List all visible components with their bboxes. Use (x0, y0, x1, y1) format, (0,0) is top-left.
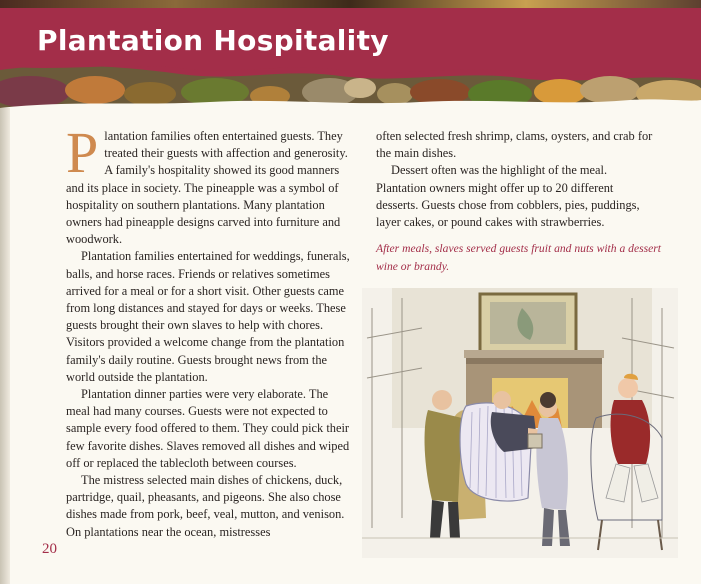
drop-cap: P (66, 120, 99, 185)
paragraph: The mistress selected main dishes of chickens, duck, partridge, quail, pheasants, and pigeons. She also chose dishes made from pork, beef, veal, mutton, and venison. On plantations near the ocean, mistresses (66, 473, 345, 539)
paragraph: Dessert often was the highlight of the meal. Plantation owners might offer up to 20 different desserts. Guests chose from cobblers, pies, puddings, layer cakes, or pound cakes with strawberries. (376, 163, 640, 230)
right-text-column (376, 128, 658, 231)
page-title: Plantation Hospitality (37, 24, 389, 57)
paragraph-intro (66, 120, 350, 248)
paragraph: Plantation families entertained for weddings, funerals, balls, and horse races. Friends or relatives sometimes arrived for a meal or for a short visit. Other guests came from long distances and stayed for days or weeks. These guests brought their own slaves to help with chores. Visitors provided a welcome change from the plantation family's daily routine. Guests brought news from the world outside the plantation. (66, 249, 350, 384)
page-number: 20 (42, 541, 57, 557)
left-text-column (66, 120, 350, 541)
produce-photo-strip (0, 62, 701, 108)
paragraph: often selected fresh shrimp, clams, oysters, and crab for the main dishes. (376, 129, 653, 161)
dinner-scene-illustration (362, 288, 678, 558)
paragraph: Plantation dinner parties were very elaborate. The meal had many courses. Guests were not expected to sample every food offered to them. They could pick their few favorite dishes. Slaves removed all dishes and wiped off or replaced the tablecloth between courses. (66, 387, 350, 470)
paragraph-text: lantation families often entertained guests. They treated their guests with affection and generosity. A family's hospitality showed its good manners and its place in society. The pineapple was a symbol of hospitality on southern plantations. Many plantation owners had pineapple designs carved into furniture and woodwork. (66, 129, 348, 247)
header-top-strip (0, 0, 701, 8)
illustration-caption: After meals, slaves served guests fruit and nuts with a dessert wine or brandy. (376, 242, 661, 273)
